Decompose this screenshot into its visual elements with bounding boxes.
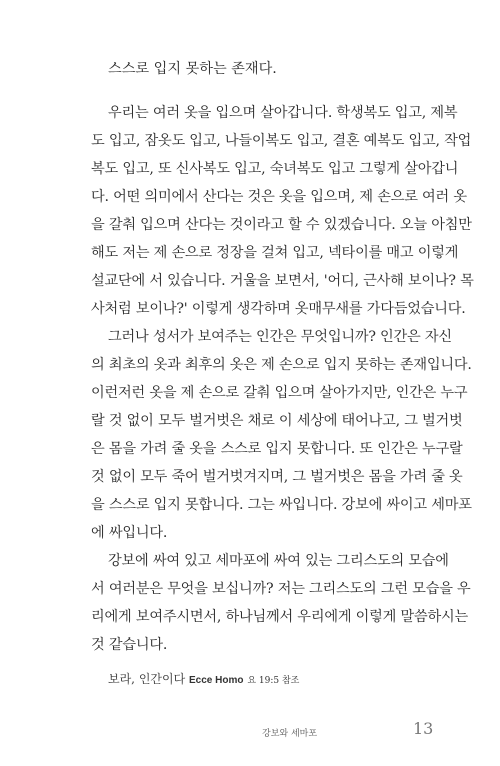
text-line: 설교단에 서 있습니다. 거울을 보면서, '어디, 근사해 보이나? 목 [91, 273, 474, 289]
text-line: 그러나 성서가 보여주는 인간은 무엇입니까? 인간은 자신 [108, 329, 452, 345]
reference-latin: Ecce Homo [189, 675, 244, 686]
text-line: 서 여러분은 무엇을 보십니까? 저는 그리스도의 그런 모습을 우 [91, 581, 471, 597]
text-line: 을 갈춰 입으며 산다는 것이라고 할 수 있겠습니다. 오늘 아침만 [91, 217, 472, 233]
text-line: 우리는 여러 옷을 입으며 살아갑니다. 학생복도 입고, 제복 [108, 105, 458, 121]
text-line: 을 스스로 입지 못합니다. 그는 싸입니다. 강보에 싸이고 세마포 [91, 497, 472, 513]
text-line: 은 몸을 가려 줄 옷을 스스로 입지 못합니다. 또 인간은 누구랄 [91, 441, 463, 457]
text-line: 것 같습니다. [91, 637, 168, 653]
scripture-reference [108, 668, 299, 692]
text-line: 강보에 싸여 있고 세마포에 싸여 있는 그리스도의 모습에 [108, 553, 449, 569]
text-line: 랄 것 없이 모두 벌거벗은 채로 이 세상에 태어나고, 그 벌거벗 [91, 413, 463, 429]
text-line: 에 싸입니다. [91, 525, 168, 541]
running-footer-title: 강보와 세마포 [262, 729, 318, 739]
text-line: 복도 입고, 또 신사복도 입고, 숙녀복도 입고 그렇게 살아갑니 [91, 161, 459, 177]
text-line: 리에게 보여주시면서, 하나님께서 우리에게 이렇게 말씀하시는 [91, 609, 468, 625]
text-line: 의 최초의 옷과 최후의 옷은 제 손으로 입지 못하는 존재입니다. [91, 357, 472, 373]
text-line: 이런저런 옷을 제 손으로 갈춰 입으며 살아가지만, 인간은 누구 [91, 385, 468, 401]
reference-verse: 요 19:5 참조 [247, 676, 300, 686]
text-line: 것 없이 모두 죽어 벌거벗겨지며, 그 벌거벗은 몸을 가려 줄 옷 [91, 469, 463, 485]
section-heading: 스스로 입지 못하는 존재다. [108, 61, 277, 77]
text-line: 도 입고, 잠옷도 입고, 나들이복도 입고, 결혼 예복도 입고, 작업 [91, 133, 472, 149]
text-line: 해도 저는 제 손으로 정장을 걸쳐 입고, 넥타이를 매고 이렇게 [91, 245, 459, 261]
text-line: 다. 어떤 의미에서 산다는 것은 옷을 입으며, 제 손으로 여러 옷 [91, 189, 467, 205]
text-line: 사처럼 보이나?' 이렇게 생각하며 옷매무새를 가다듬었습니다. [91, 301, 466, 317]
page-number: 13 [413, 719, 434, 738]
reference-main: 보라, 인간이다 [108, 672, 186, 686]
